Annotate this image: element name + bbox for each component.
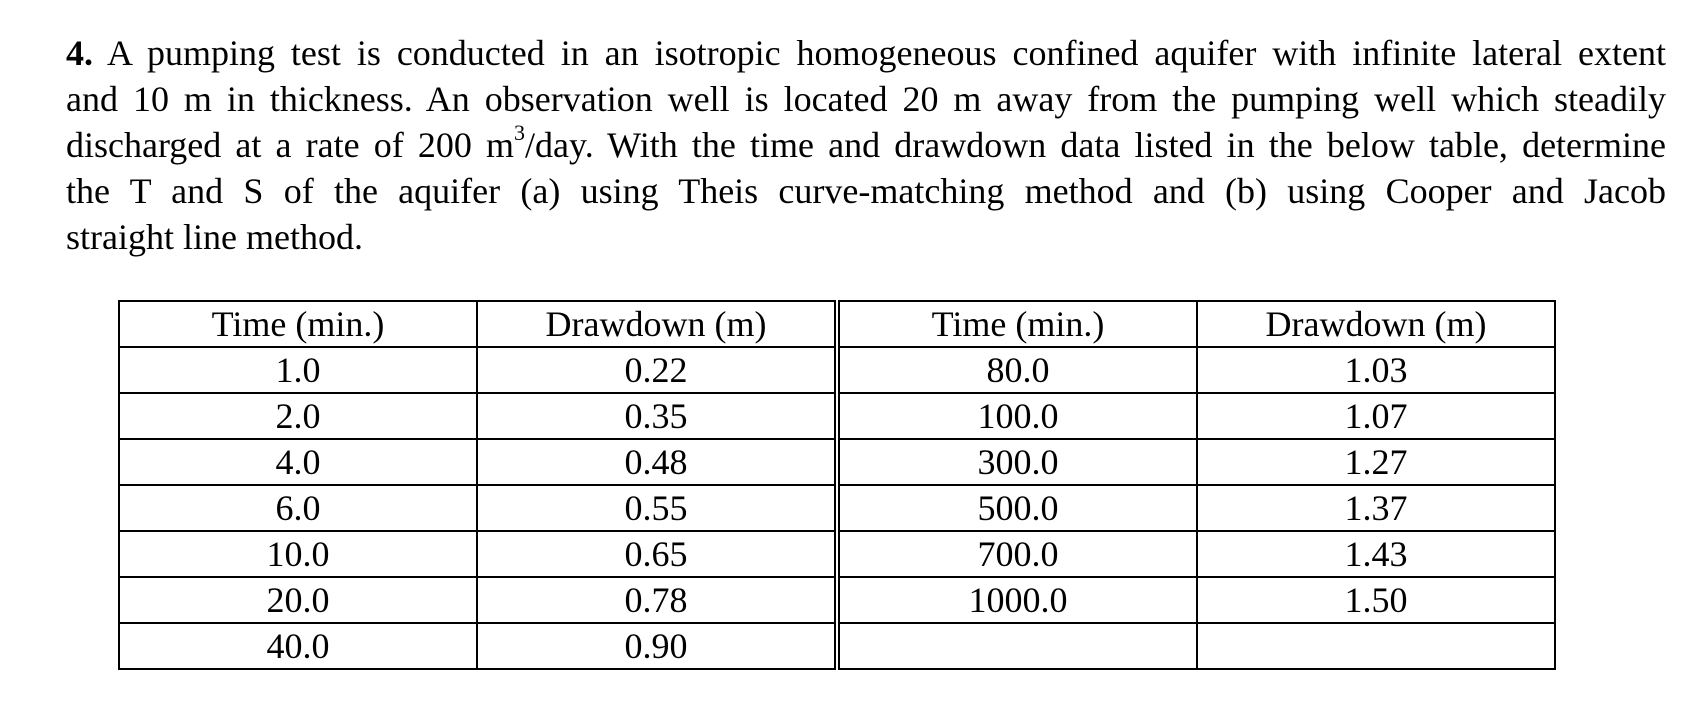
table-cell: 0.65 xyxy=(477,531,837,577)
table-cell xyxy=(837,623,1197,669)
table-row xyxy=(119,439,1555,485)
table-row xyxy=(119,485,1555,531)
table-cell: 700.0 xyxy=(837,531,1197,577)
table-cell: 1.0 xyxy=(119,347,477,393)
table-cell: 1000.0 xyxy=(837,577,1197,623)
problem-number: 4. xyxy=(66,33,93,73)
table-cell: 0.35 xyxy=(477,393,837,439)
table-cell: 500.0 xyxy=(837,485,1197,531)
data-table xyxy=(118,300,1556,670)
table-cell: 2.0 xyxy=(119,393,477,439)
table-cell: 20.0 xyxy=(119,577,477,623)
problem-line-2: and 10 m in thickness. An observation well is located 20 m away from the pumping well which steadily xyxy=(66,79,1666,119)
table-cell: 1.07 xyxy=(1197,393,1555,439)
table-cell: 0.48 xyxy=(477,439,837,485)
table-cell: 1.43 xyxy=(1197,531,1555,577)
problem-line-3: discharged at a rate of 200 $m^3$/day. With the time and drawdown data listed in the below table, determine xyxy=(66,120,1666,165)
table-cell: 1.27 xyxy=(1197,439,1555,485)
table-cell xyxy=(1197,623,1555,669)
table-cell: 0.90 xyxy=(477,623,837,669)
problem-line-1: 4. A pumping test is conducted in an isotropic homogeneous confined aquifer with infinite lateral extent xyxy=(66,33,1667,73)
table-cell: 0.78 xyxy=(477,577,837,623)
header-cell: Drawdown (m) xyxy=(1197,301,1555,347)
table-cell: 6.0 xyxy=(119,485,477,531)
table-row xyxy=(119,393,1555,439)
table-row xyxy=(119,623,1555,669)
problem-line-5: straight line method. xyxy=(66,217,363,257)
table-row xyxy=(119,347,1555,393)
table-cell: 0.22 xyxy=(477,347,837,393)
table-cell: 300.0 xyxy=(837,439,1197,485)
table-row xyxy=(119,577,1555,623)
problem-statement xyxy=(66,30,1666,260)
table-cell: 80.0 xyxy=(837,347,1197,393)
table-cell: 0.55 xyxy=(477,485,837,531)
table-cell: 10.0 xyxy=(119,531,477,577)
superscript: 3 xyxy=(514,120,526,145)
header-cell: Time (min.) xyxy=(119,301,477,347)
header-cell: Time (min.) xyxy=(837,301,1197,347)
table-cell: 1.50 xyxy=(1197,577,1555,623)
table-cell: 4.0 xyxy=(119,439,477,485)
table-cell: 1.03 xyxy=(1197,347,1555,393)
table-header-row xyxy=(119,301,1555,347)
table-cell: 40.0 xyxy=(119,623,477,669)
problem-line-4: the T and S of the aquifer (a) using Theis curve-matching method and (b) using Cooper and Jacob xyxy=(66,171,1666,211)
table-cell: 100.0 xyxy=(837,393,1197,439)
table-row xyxy=(119,531,1555,577)
table-cell: 1.37 xyxy=(1197,485,1555,531)
header-cell: Drawdown (m) xyxy=(477,301,837,347)
